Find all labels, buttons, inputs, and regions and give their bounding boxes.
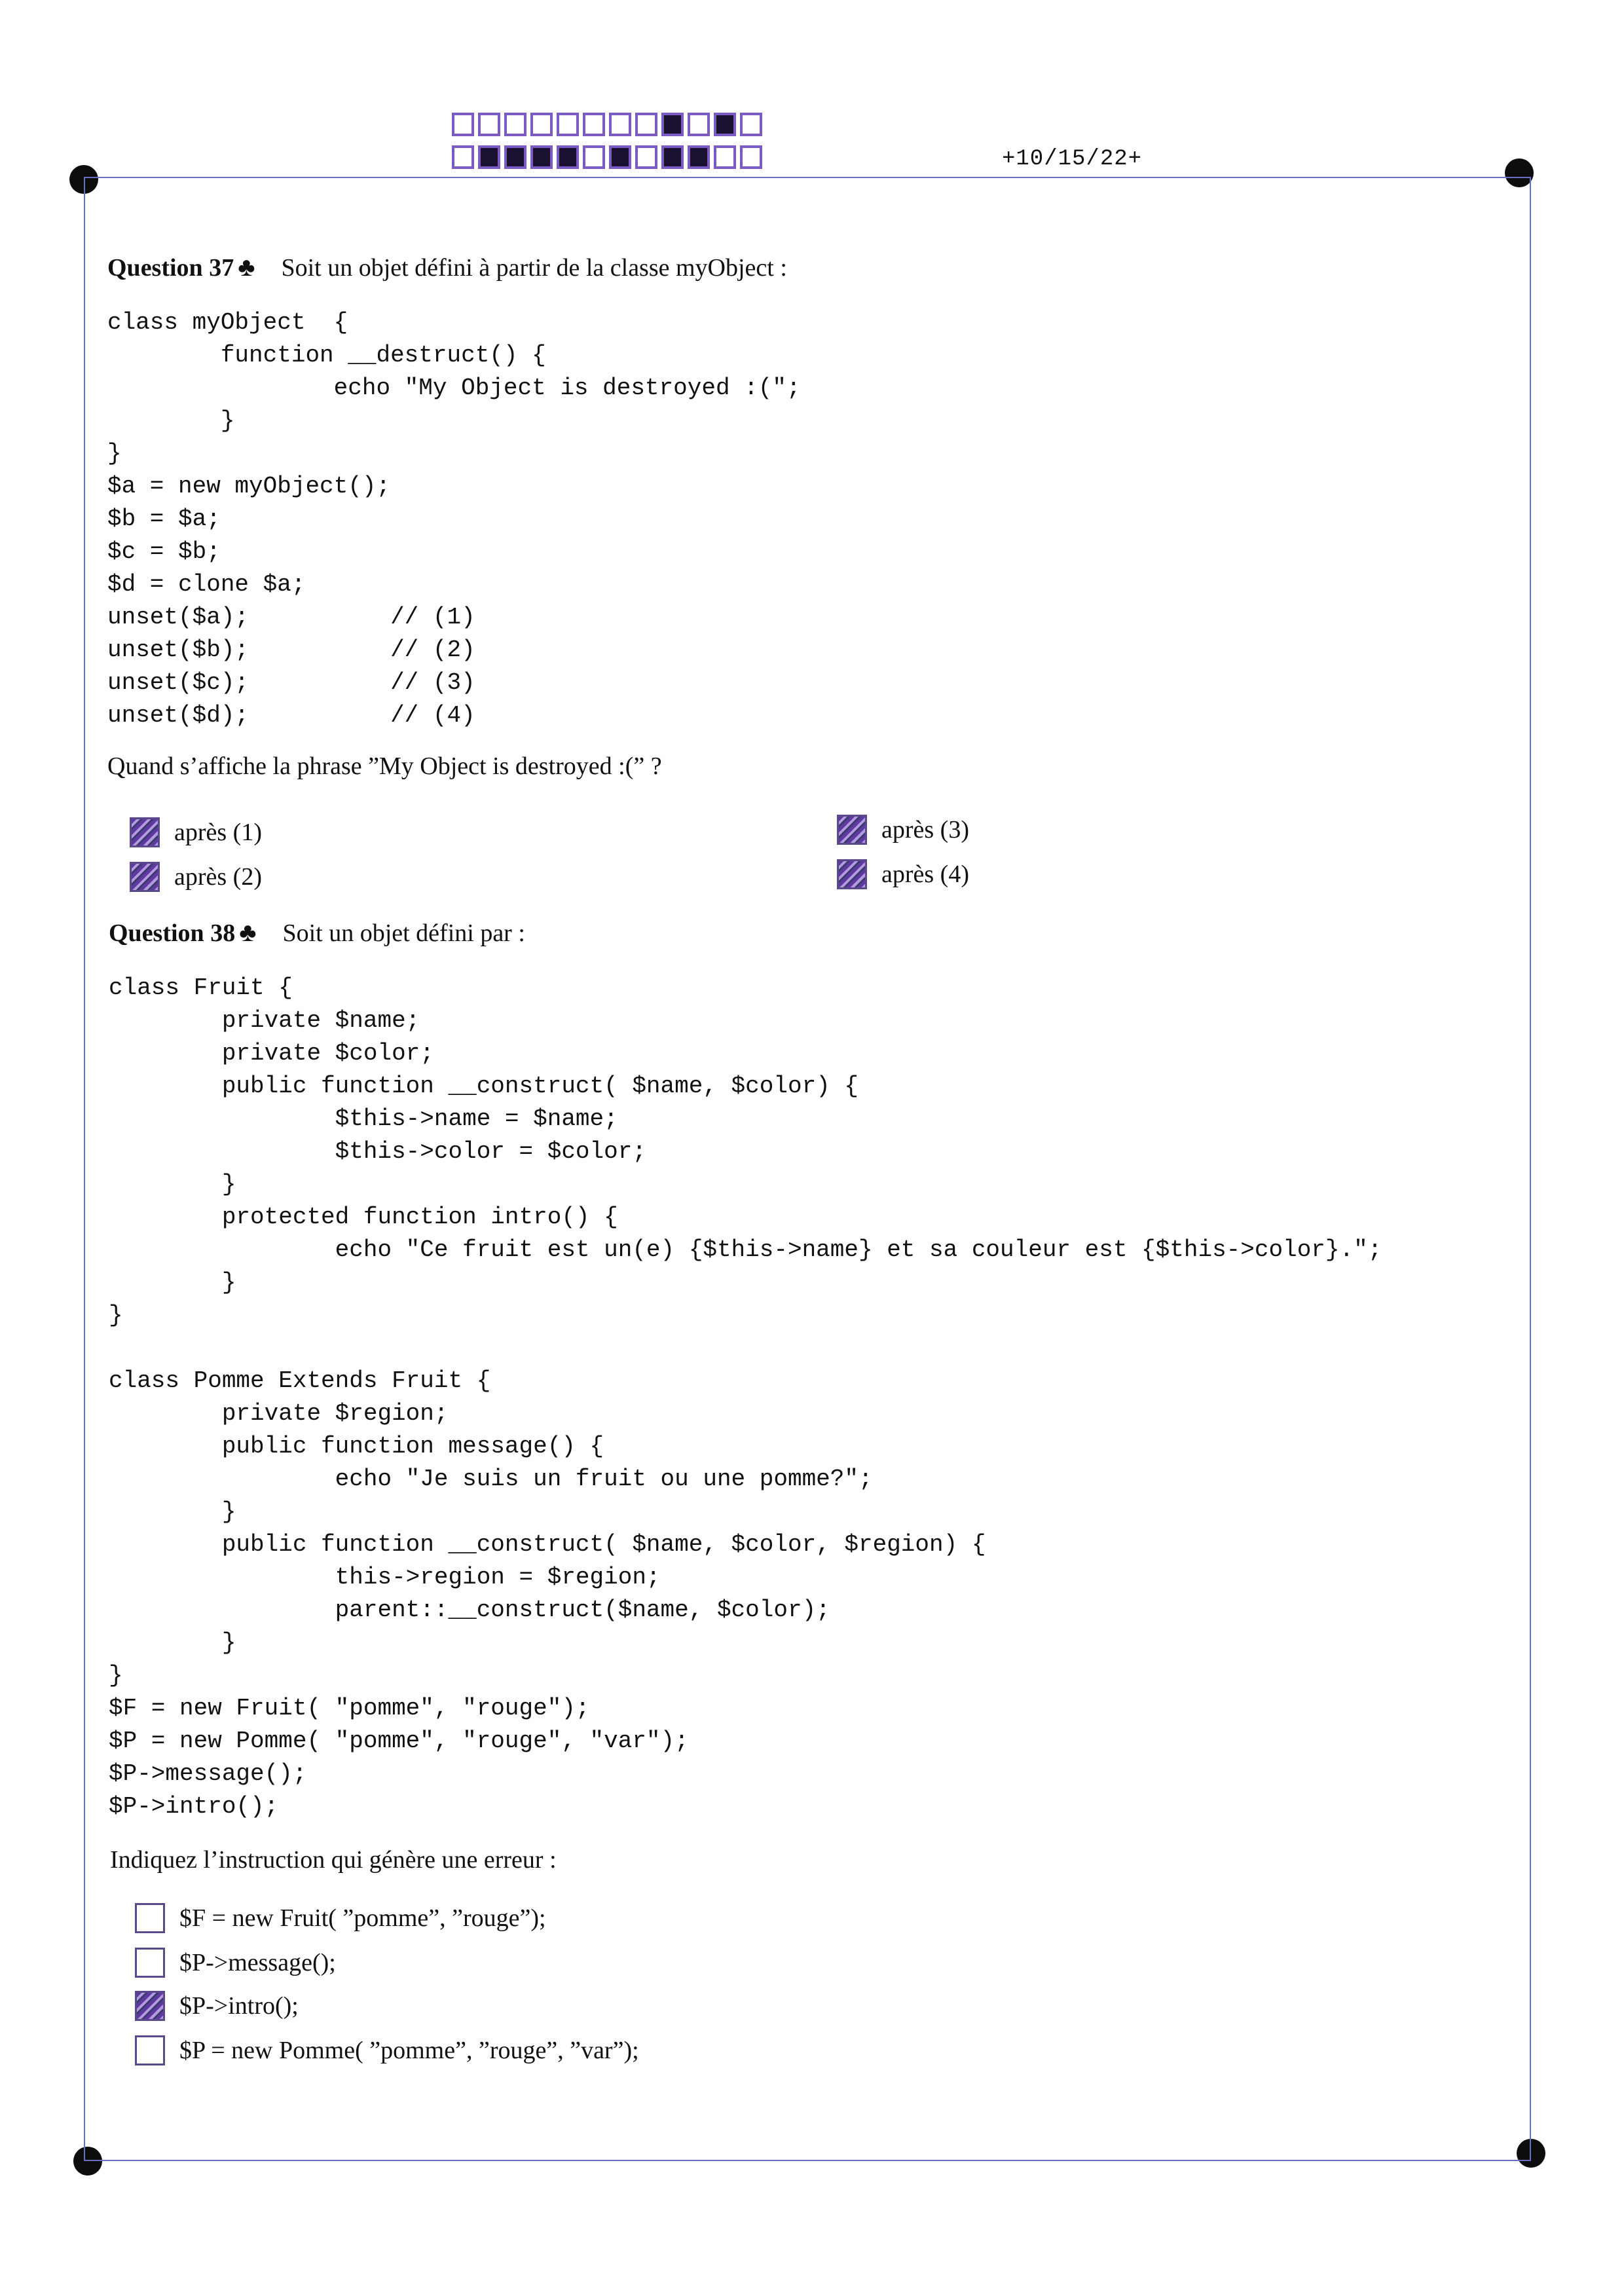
barcode-row-top: [452, 113, 766, 136]
q38-answer-2-checkbox[interactable]: [135, 1948, 165, 1978]
q37-answer-3[interactable]: [837, 815, 969, 845]
barcode-cell: [530, 145, 553, 169]
barcode-row-bottom: [452, 145, 766, 169]
barcode-cell: [740, 113, 762, 136]
barcode-cell: [530, 113, 553, 136]
q37-answer-2-label: après (2): [174, 863, 262, 891]
q37-answer-1-label: après (1): [174, 819, 262, 846]
q37-answer-2-checkbox[interactable]: [130, 862, 160, 892]
q38-answer-3[interactable]: [135, 1991, 299, 2021]
barcode-cell: [688, 145, 710, 169]
q38-answer-4-checkbox[interactable]: [135, 2035, 165, 2065]
question-38-title: [109, 917, 525, 948]
barcode-cell: [583, 113, 605, 136]
barcode-cell: [452, 113, 474, 136]
barcode-cell: [688, 113, 710, 136]
barcode-cell: [557, 113, 579, 136]
q38-answer-3-checkbox[interactable]: [135, 1991, 165, 2021]
barcode-cell: [635, 145, 657, 169]
question-37-number: Question 37: [107, 254, 234, 282]
club-icon: ♣: [238, 252, 255, 282]
barcode-cell: [661, 145, 684, 169]
question-38-intro: Soit un objet défini par :: [282, 919, 525, 947]
q37-answer-1-checkbox[interactable]: [130, 817, 160, 847]
question-37-code: class myObject { function __destruct() { echo "My Object is destroyed :("; } } $a = new myObject(); $b = $a; $c = $b; $d = clone $a; unset($a); // (1) unset($b); // (2) unset($c); // (3) unset($d); // (4): [107, 309, 801, 729]
barcode-cell: [583, 145, 605, 169]
question-37-intro: Soit un objet défini à partir de la classe myObject :: [281, 254, 787, 282]
barcode-cell: [661, 113, 684, 136]
barcode-cell: [714, 145, 736, 169]
barcode-cell: [609, 145, 631, 169]
barcode-cell: [635, 113, 657, 136]
q37-answer-4[interactable]: [837, 859, 969, 889]
question-37-prompt: Quand s’affiche la phrase ”My Object is destroyed :(” ?: [107, 752, 662, 780]
q38-answer-4-label: $P = new Pomme( ”pomme”, ”rouge”, ”var”);: [179, 2037, 639, 2064]
q37-answer-3-checkbox[interactable]: [837, 815, 867, 845]
barcode-cell: [740, 145, 762, 169]
barcode-cell: [478, 113, 500, 136]
barcode-cell: [609, 113, 631, 136]
barcode-cell: [504, 113, 526, 136]
q38-answer-2-label: $P->message();: [179, 1949, 336, 1976]
q37-answer-2[interactable]: [130, 862, 262, 892]
q37-answer-3-label: après (3): [881, 816, 969, 843]
q38-answer-1[interactable]: [135, 1903, 546, 1933]
barcode-cell: [478, 145, 500, 169]
barcode-cell: [557, 145, 579, 169]
q37-answer-4-label: après (4): [881, 861, 969, 888]
q38-answer-3-label: $P->intro();: [179, 1992, 299, 2020]
q38-answer-4[interactable]: [135, 2035, 639, 2065]
question-38-number: Question 38: [109, 919, 236, 947]
q37-answer-4-checkbox[interactable]: [837, 859, 867, 889]
q38-answer-2[interactable]: [135, 1948, 336, 1978]
q37-answer-1[interactable]: [130, 817, 262, 847]
q38-answer-1-label: $F = new Fruit( ”pomme”, ”rouge”);: [179, 1904, 546, 1932]
barcode-cell: [714, 113, 736, 136]
q38-answer-1-checkbox[interactable]: [135, 1903, 165, 1933]
barcode-cell: [452, 145, 474, 169]
club-icon: ♣: [239, 917, 257, 947]
barcode-cell: [504, 145, 526, 169]
question-37-title: [107, 251, 787, 282]
question-38-prompt: Indiquez l’instruction qui génère une erreur :: [110, 1846, 557, 1874]
exam-code: +10/15/22+: [1002, 147, 1143, 172]
question-38-code: class Fruit { private $name; private $color; public function __construct( $name, $color) { $this->name = $name; $this->color = $color; } protected function intro() { echo "Ce fruit est un(e) {$this->name} et sa couleur est {$this->color}."; } } class Pomme Extends Fruit { private $region; public function message() { echo "Je suis un fruit ou une pomme?"; } public function __construct( $name, $color, $region) { this->region = $region; parent::__construct($name, $color); } } $F = new Fruit( "pomme", "rouge"); $P = new Pomme( "pomme", "rouge", "var"); $P->message(); $P->intro();: [109, 974, 1382, 1820]
